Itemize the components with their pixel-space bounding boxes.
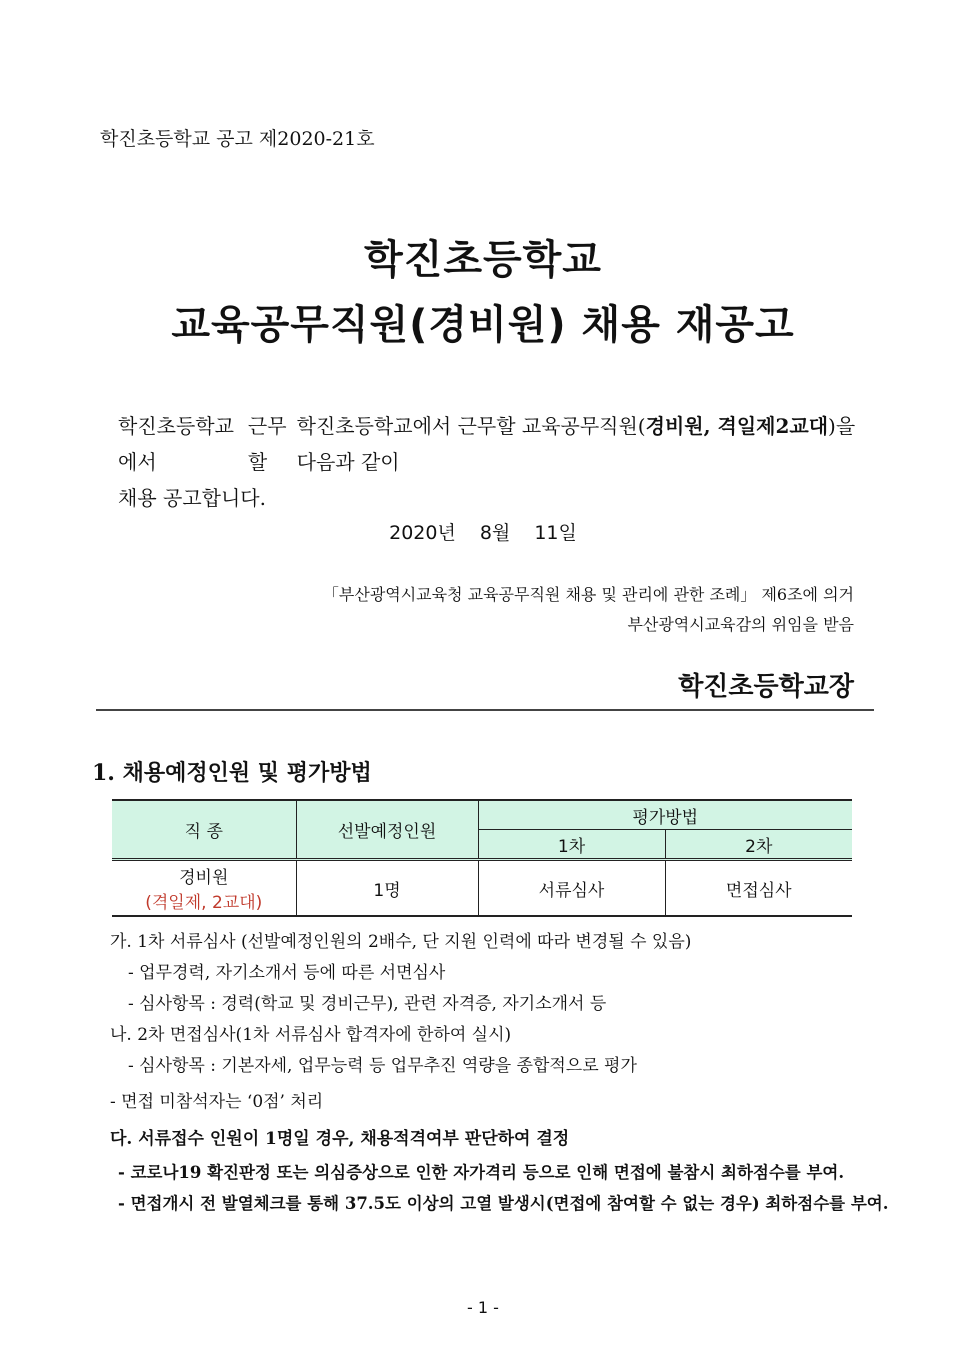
legal-basis — [323, 580, 854, 640]
header-count: 선발예정인원 — [296, 800, 478, 860]
intro-word-2: 근무할 — [247, 414, 287, 474]
title-recruitment: 교육공무직원(경비원) 채용 재공고 — [171, 302, 795, 348]
title-school: 학진초등학교 — [364, 237, 602, 283]
job-note: (격일제, 2교대) — [145, 893, 263, 913]
header-round1: 1차 — [478, 830, 665, 860]
notice-number: 학진초등학교 공고 제2020-21호 — [100, 128, 375, 150]
basis-line-2: 부산광역시교육감의 위임을 받음 — [627, 615, 854, 634]
header-method: 평가방법 — [478, 800, 852, 830]
header-job: 직 종 — [112, 800, 296, 860]
job-name: 경비원 — [179, 868, 229, 888]
basis-line-1: 「부산광역시교육청 교육공무직원 채용 및 관리에 관한 조례」 제6조에 의거 — [322, 585, 854, 604]
detail-covid-1: - 코로나19 확진판정 또는 의심증상으로 인한 자가격리 등으로 인해 면접에 불참시 최하점수를 부여. — [118, 1163, 845, 1182]
intro-word-3 — [297, 408, 858, 480]
header-round2: 2차 — [665, 830, 852, 860]
detail-na: 나. 2차 면접심사(1차 서류심사 합격자에 한하여 실시) — [110, 1025, 512, 1045]
intro-line-2: 채용 공고합니다. — [118, 486, 266, 510]
intro-bold: 경비원, 격일제2교대 — [645, 414, 829, 438]
cell-round2: 면접심사 — [665, 860, 852, 917]
divider — [96, 709, 874, 711]
table-row — [112, 860, 852, 917]
detail-covid-2: - 면접개시 전 발열체크를 통해 37.5도 이상의 고열 발생시(면접에 참여할 수 없는 경우) 최하점수를 부여. — [118, 1194, 889, 1213]
intro-paragraph — [118, 408, 858, 516]
intro-start: 학진초등학교에서 근무할 교육공무직원( — [296, 414, 646, 438]
intro-end: )을 다음과 같이 — [296, 414, 856, 474]
detail-ga-2: - 심사항목 : 경력(학교 및 경비근무), 관련 자격증, 자기소개서 등 — [128, 994, 607, 1014]
cell-job — [112, 860, 296, 917]
detail-na-1: - 심사항목 : 기본자세, 업무능력 등 업무추진 역량을 종합적으로 평가 — [128, 1056, 637, 1076]
detail-absent: - 면접 미참석자는 ‘0점’ 처리 — [110, 1092, 324, 1112]
intro-word-1: 학진초등학교에서 — [118, 414, 234, 474]
page-number: - 1 - — [467, 1298, 499, 1317]
detail-ga: 가. 1차 서류심사 (선발예정인원의 2배수, 단 지원 인력에 따라 변경될 수 있음) — [110, 932, 692, 952]
detail-da: 다. 서류접수 인원이 1명일 경우, 채용적격여부 판단하여 결정 — [110, 1129, 570, 1149]
cell-round1: 서류심사 — [478, 860, 665, 917]
notice-date: 2020년 8월 11일 — [389, 522, 577, 544]
cell-count: 1명 — [296, 860, 478, 917]
principal-signature: 학진초등학교장 — [678, 672, 854, 702]
intro-line-1 — [118, 408, 858, 480]
evaluation-table — [112, 799, 852, 917]
section-1-title: 1. 채용예정인원 및 평가방법 — [92, 760, 372, 786]
detail-ga-1: - 업무경력, 자기소개서 등에 따른 서면심사 — [128, 963, 446, 983]
